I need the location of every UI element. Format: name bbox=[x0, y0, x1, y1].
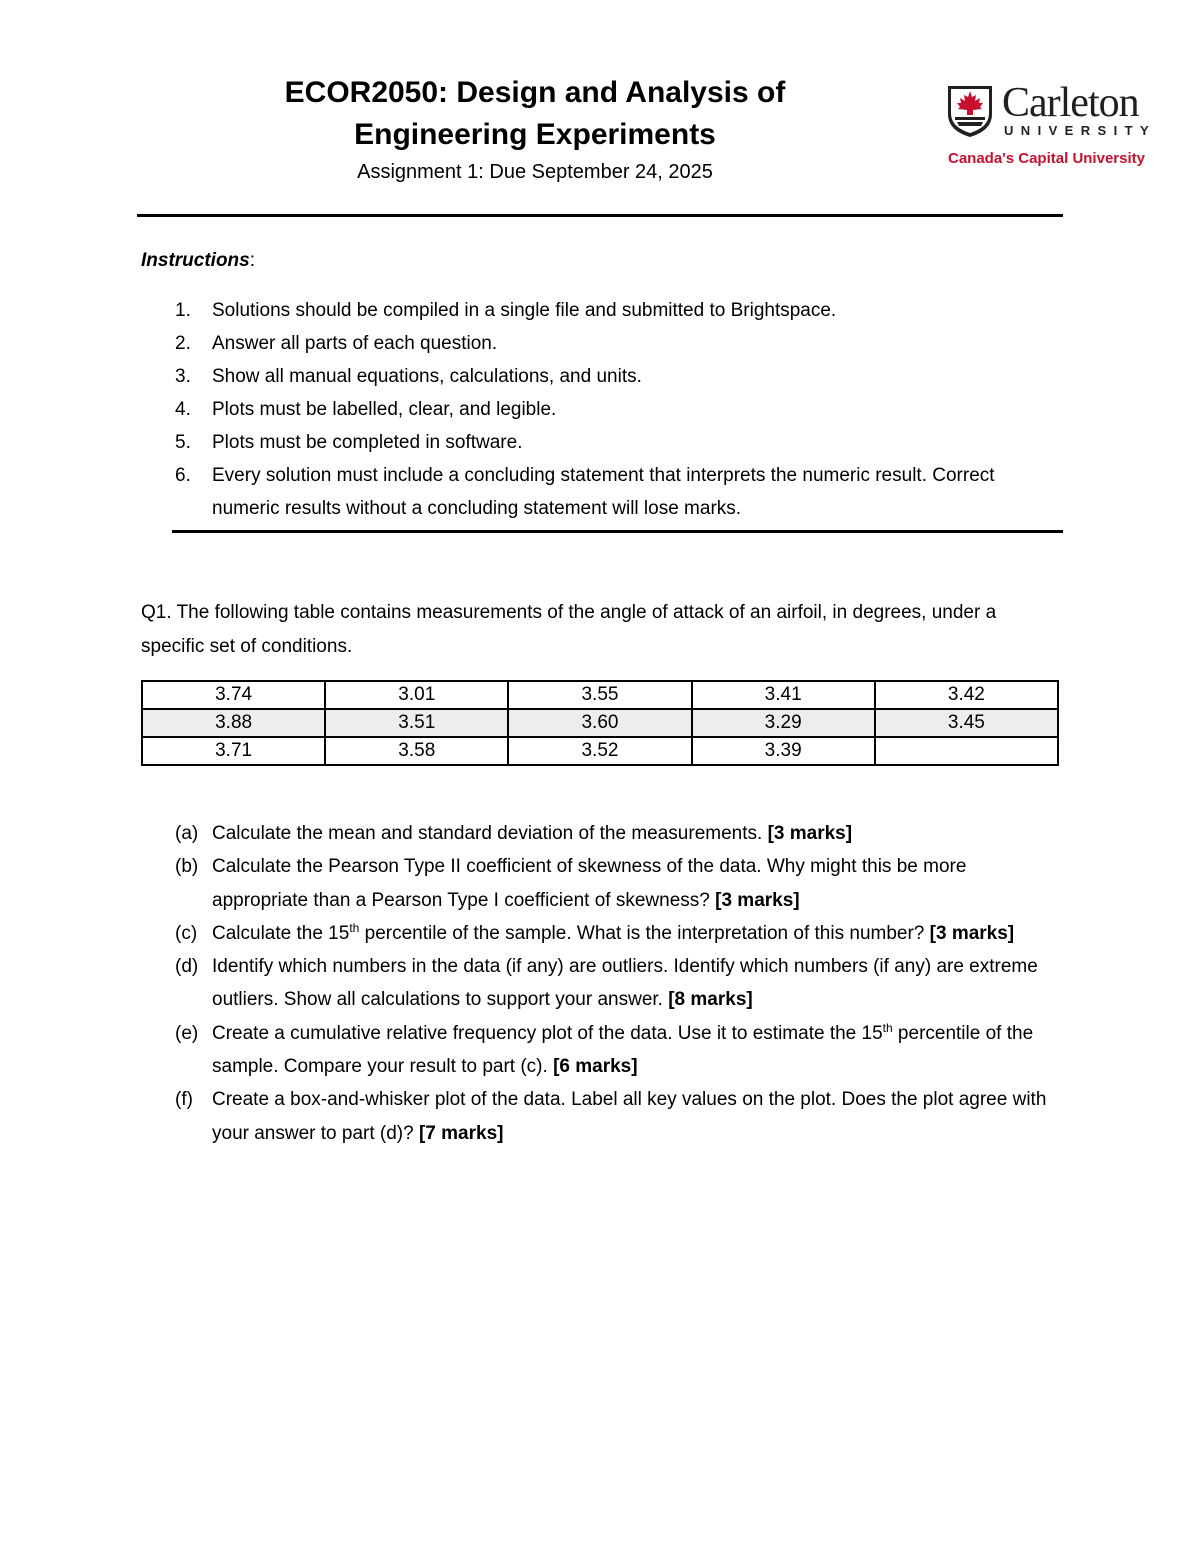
table-cell: 3.29 bbox=[692, 709, 875, 737]
part-marks: [7 marks] bbox=[418, 1122, 504, 1144]
table-row bbox=[142, 737, 1058, 765]
question-part-e bbox=[141, 1017, 1061, 1084]
table-cell bbox=[875, 737, 1058, 765]
question-part-c bbox=[141, 917, 1061, 950]
top-divider bbox=[137, 214, 1063, 217]
part-label: (c) bbox=[175, 922, 198, 944]
part-text: Calculate the Pearson Type II coefficient of skewness of the data. Why might this be more appropriate than a Pearson Type I coefficient of skewness? bbox=[212, 856, 967, 911]
instruction-item bbox=[141, 294, 1041, 327]
measurements-table bbox=[141, 680, 1059, 766]
part-marks: [3 marks] bbox=[929, 922, 1015, 944]
carleton-logo bbox=[946, 80, 1166, 174]
question-part-b bbox=[141, 850, 1061, 917]
part-marks: [6 marks] bbox=[553, 1056, 638, 1078]
instructions-bottom-divider bbox=[172, 530, 1063, 533]
instruction-number: 1. bbox=[175, 300, 191, 321]
question-part-d bbox=[141, 950, 1061, 1017]
instruction-item bbox=[141, 393, 1041, 426]
instructions-heading-colon: : bbox=[249, 250, 256, 271]
part-text: Calculate the mean and standard deviation of the measurements. bbox=[212, 823, 768, 844]
table-cell: 3.52 bbox=[508, 737, 691, 765]
instruction-text: Solutions should be compiled in a single file and submitted to Brightspace. bbox=[212, 300, 837, 321]
part-label: (d) bbox=[175, 956, 199, 978]
part-label: (a) bbox=[175, 823, 199, 844]
logo-tagline: Canada's Capital University bbox=[948, 150, 1145, 167]
carleton-shield-maple-leaf-icon bbox=[946, 84, 994, 138]
instruction-number: 4. bbox=[175, 399, 191, 420]
instruction-number: 2. bbox=[175, 333, 191, 354]
part-marks: [3 marks] bbox=[715, 889, 800, 911]
part-text-continued: percentile of the sample. What is the interpretation of this number? bbox=[359, 922, 930, 944]
instructions-heading bbox=[141, 248, 255, 274]
instruction-item bbox=[141, 426, 1041, 459]
part-label: (e) bbox=[175, 1022, 199, 1044]
part-label: (f) bbox=[175, 1089, 193, 1111]
table-row bbox=[142, 681, 1058, 709]
table-row bbox=[142, 709, 1058, 737]
course-title-line-2: Engineering Experiments bbox=[354, 118, 716, 151]
table-cell: 3.71 bbox=[142, 737, 325, 765]
course-title-line-1: ECOR2050: Design and Analysis of bbox=[284, 76, 786, 109]
instruction-number: 5. bbox=[175, 432, 191, 453]
part-text-continued: percentile of the sample. Compare your result to part (c). bbox=[212, 1022, 1034, 1078]
table-cell: 3.41 bbox=[692, 681, 875, 709]
instruction-number: 6. bbox=[175, 465, 191, 486]
table-cell: 3.51 bbox=[325, 709, 508, 737]
part-label: (b) bbox=[175, 856, 199, 878]
instruction-text: Plots must be labelled, clear, and legible. bbox=[212, 399, 557, 420]
table-cell: 3.55 bbox=[508, 681, 691, 709]
instruction-text: Show all manual equations, calculations, and units. bbox=[212, 366, 642, 387]
table-cell: 3.88 bbox=[142, 709, 325, 737]
table-cell: 3.01 bbox=[325, 681, 508, 709]
table-cell: 3.60 bbox=[508, 709, 691, 737]
question-1-intro: Q1. The following table contains measurements of the angle of attack of an airfoil, in degrees, under a specific set of conditions. bbox=[141, 602, 997, 657]
assignment-subtitle: Assignment 1: Due September 24, 2025 bbox=[357, 161, 713, 183]
instruction-number: 3. bbox=[175, 366, 191, 387]
question-1-parts bbox=[141, 817, 1061, 1150]
part-text: Identify which numbers in the data (if any) are outliers. Identify which numbers (if any) are extreme outliers. Show all calculations to support your answer. bbox=[212, 956, 1038, 1011]
title-block bbox=[235, 72, 835, 188]
part-superscript: th bbox=[882, 1020, 893, 1035]
table-cell: 3.58 bbox=[325, 737, 508, 765]
table-cell: 3.74 bbox=[142, 681, 325, 709]
part-text: Create a cumulative relative frequency plot of the data. Use it to estimate the 15 bbox=[212, 1022, 883, 1044]
instruction-item bbox=[141, 459, 1041, 525]
instruction-text: Answer all parts of each question. bbox=[212, 333, 498, 354]
question-part-a bbox=[141, 817, 1061, 850]
question-part-f bbox=[141, 1083, 1061, 1150]
table-cell: 3.42 bbox=[875, 681, 1058, 709]
part-marks: [3 marks] bbox=[767, 823, 853, 844]
part-superscript: th bbox=[349, 920, 360, 935]
instruction-item bbox=[141, 327, 1041, 360]
table-cell: 3.45 bbox=[875, 709, 1058, 737]
part-marks: [8 marks] bbox=[668, 989, 753, 1011]
instructions-heading-text: Instructions bbox=[141, 250, 250, 271]
logo-university: UNIVERSITY bbox=[1004, 123, 1157, 138]
instruction-text: Plots must be completed in software. bbox=[212, 432, 523, 453]
instructions-list bbox=[141, 294, 1041, 525]
instruction-item bbox=[141, 360, 1041, 393]
part-text: Calculate the 15 bbox=[212, 922, 350, 944]
part-text: Create a box-and-whisker plot of the data. Label all key values on the plot. Does the plot agree with your answer to part (d)? bbox=[212, 1089, 1047, 1144]
logo-wordmark: Carleton bbox=[1002, 80, 1139, 126]
table-cell: 3.39 bbox=[692, 737, 875, 765]
instruction-text: Every solution must include a concluding statement that interprets the numeric result. Correct numeric results without a concluding statement will lose marks. bbox=[212, 465, 995, 519]
